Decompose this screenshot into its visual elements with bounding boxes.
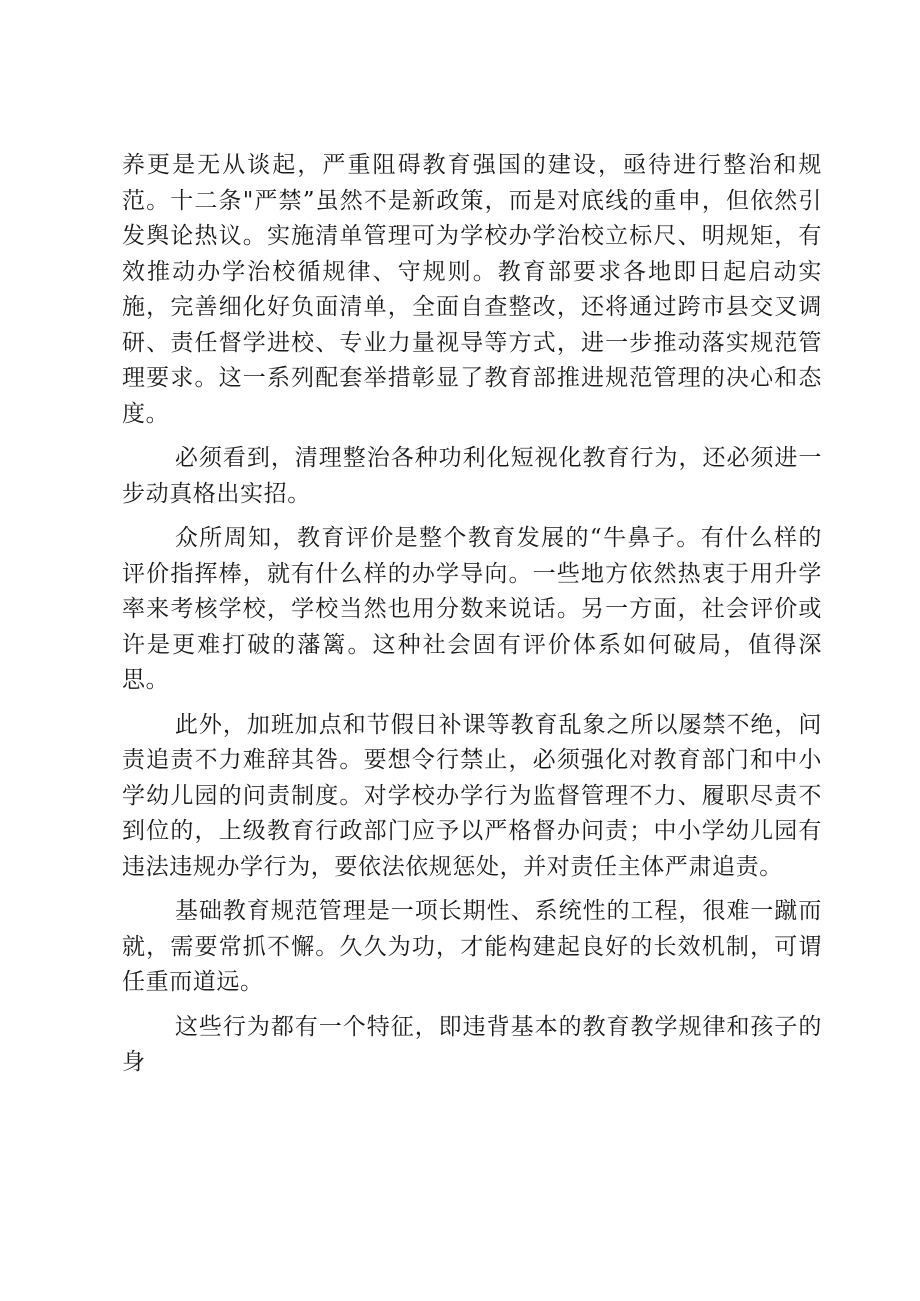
paragraph-1: 养更是无从谈起，严重阻碍教育强国的建设，亟待进行整治和规范。十二条"严禁”虽然不是新政策，而是对底线的重申，但依然引发舆论热议。实施清单管理可为学校办学治校立标尺、明规矩，有效推动办学治校循规律、守规则。教育部要求各地即日起启动实施，完善细化好负面清单，全面自查整改，还将通过跨市县交叉调研、责任督学进校、专业力量视导等方式，进一步推动落实规范管理要求。这一系列配套举措彰显了教育部推进规范管理的决心和态度。 (122, 152, 822, 427)
paragraph-6: 这些行为都有一个特征，即违背基本的教育教学规律和孩子的身 (122, 1013, 822, 1075)
paragraph-5: 基础教育规范管理是一项长期性、系统性的工程，很难一蹴而就，需要常抓不懈。久久为功，才能构建起良好的长效机制，可谓任重而道远。 (122, 898, 822, 995)
paragraph-2: 必须看到，清理整治各种功利化短视化教育行为，还必须进一步动真格出实招。 (122, 445, 822, 507)
paragraph-4: 此外，加班加点和节假日补课等教育乱象之所以屡禁不绝，问责追责不力难辞其咎。要想令行禁止，必须强化对教育部门和中小学幼儿园的问责制度。对学校办学行为监督管理不力、履职尽责不到位的，上级教育行政部门应予以严格督办问责；中小学幼儿园有违法违规办学行为，要依法依规惩处，并对责任主体严肃追责。 (122, 711, 822, 880)
document-body (122, 148, 822, 1081)
paragraph-3: 众所周知，教育评价是整个教育发展的“牛鼻子。有什么样的评价指挥棒，就有什么样的办学导向。一些地方依然热衷于用升学率来考核学校，学校当然也用分数来说话。另一方面，社会评价或许是更难打破的藩篱。这种社会固有评价体系如何破局，值得深思。 (122, 525, 822, 693)
